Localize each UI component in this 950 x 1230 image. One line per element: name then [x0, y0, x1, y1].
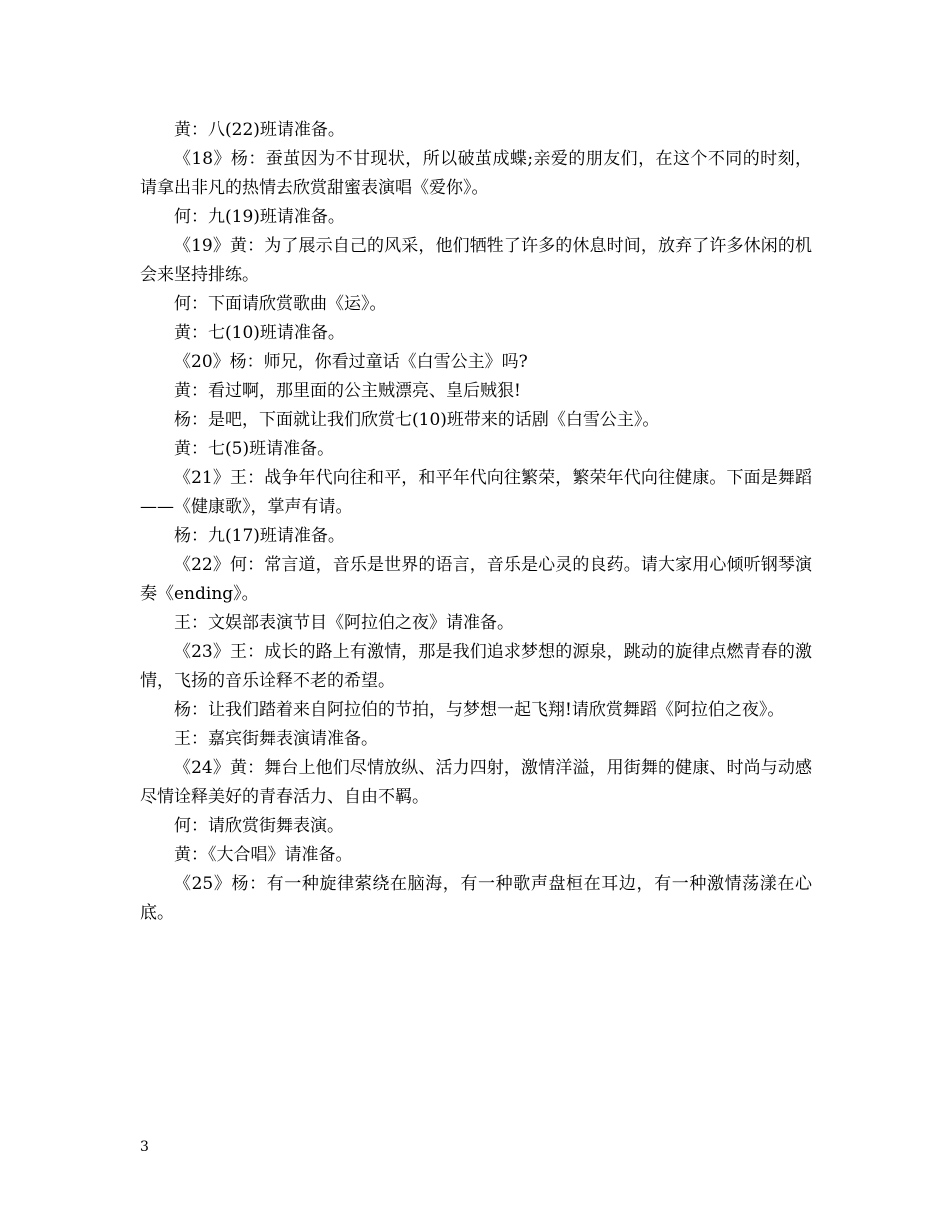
paragraph: 《18》杨：蚕茧因为不甘现状，所以破茧成蝶;亲爱的朋友们，在这个不同的时刻，请拿出非凡的热情去欣赏甜蜜表演唱《爱你》。 [140, 149, 812, 198]
paragraph: 何：下面请欣赏歌曲《运》。 [174, 294, 387, 314]
paragraph: 何：请欣赏街舞表演。 [174, 816, 344, 836]
document-body [140, 116, 812, 928]
paragraph: 《22》何：常言道，音乐是世界的语言，音乐是心灵的良药。请大家用心倾听钢琴演奏《ending》。 [140, 555, 812, 604]
paragraph: 王：文娱部表演节目《阿拉伯之夜》请准备。 [174, 613, 514, 633]
paragraph: 杨：九(17)班请准备。 [174, 526, 345, 546]
paragraph: 黄：七(10)班请准备。 [174, 323, 345, 343]
paragraph: 何：九(19)班请准备。 [174, 207, 345, 227]
paragraph: 黄：《大合唱》请准备。 [174, 845, 353, 865]
paragraph: 《20》杨：师兄，你看过童话《白雪公主》吗? [174, 352, 528, 372]
paragraph: 黄：看过啊，那里面的公主贼漂亮、皇后贼狠! [174, 381, 521, 401]
paragraph: 《19》黄：为了展示自己的风采，他们牺牲了许多的休息时间，放弃了许多休闲的机会来坚持排练。 [140, 236, 812, 285]
paragraph: 黄：七(5)班请准备。 [174, 439, 335, 459]
paragraph: 黄：八(22)班请准备。 [174, 120, 345, 140]
paragraph: 杨：是吧，下面就让我们欣赏七(10)班带来的话剧《白雪公主》。 [174, 410, 660, 430]
paragraph: 《21》王：战争年代向往和平，和平年代向往繁荣，繁荣年代向往健康。下面是舞蹈——《健康歌》，掌声有请。 [140, 468, 812, 517]
paragraph: 《24》黄：舞台上他们尽情放纵、活力四射，激情洋溢，用街舞的健康、时尚与动感尽情诠释美好的青春活力、自由不羁。 [140, 758, 812, 807]
paragraph: 杨：让我们踏着来自阿拉伯的节拍，与梦想一起飞翔!请欣赏舞蹈《阿拉伯之夜》。 [174, 700, 785, 720]
paragraph: 《25》杨：有一种旋律萦绕在脑海，有一种歌声盘桓在耳边，有一种激情荡漾在心底。 [140, 874, 812, 923]
paragraph: 《23》王：成长的路上有激情，那是我们追求梦想的源泉，跳动的旋律点燃青春的激情，飞扬的音乐诠释不老的希望。 [140, 642, 812, 691]
page-number: 3 [140, 1139, 149, 1155]
paragraph: 王：嘉宾街舞表演请准备。 [174, 729, 378, 749]
